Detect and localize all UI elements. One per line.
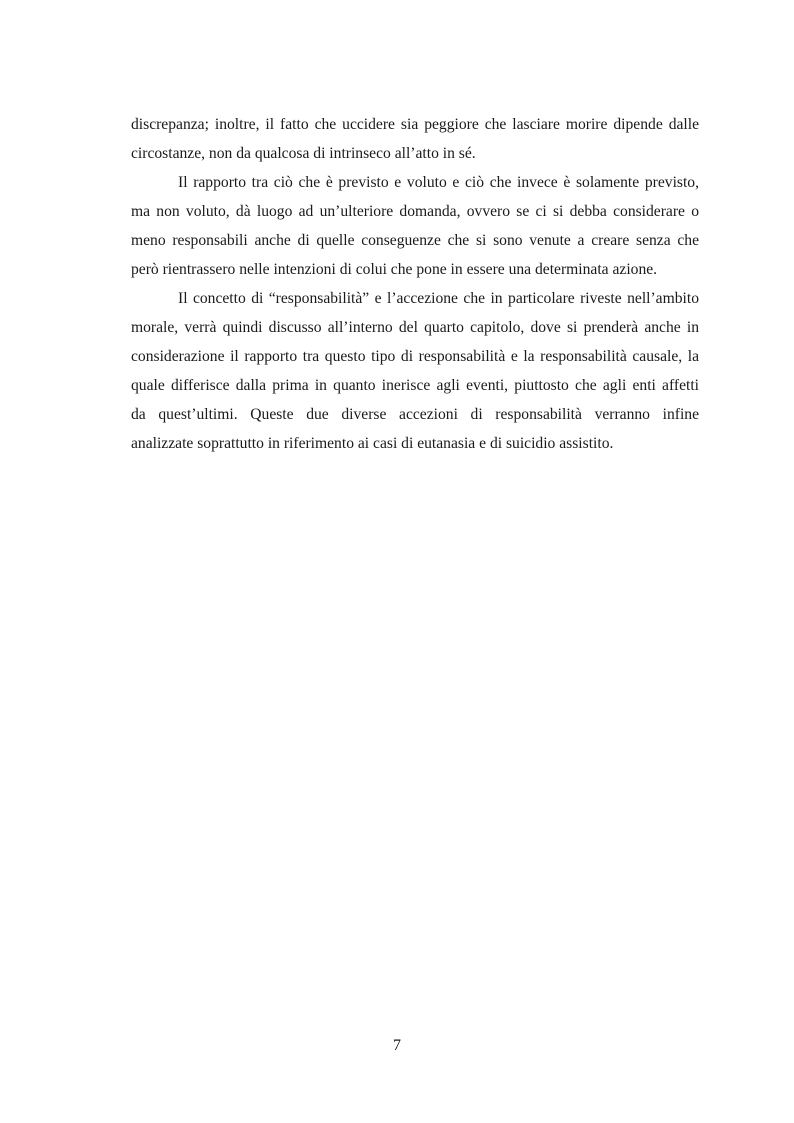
text-line: considerazione il rapporto tra questo tipo di responsabilità e la responsabilità causale, la bbox=[131, 348, 699, 365]
text-line: Il concetto di “responsabilità” e l’accezione che in particolare riveste nell’ambito bbox=[178, 290, 699, 307]
text-line: analizzate soprattutto in riferimento ai casi di eutanasia e di suicidio assistito. bbox=[131, 435, 614, 452]
text-line: però rientrassero nelle intenzioni di colui che pone in essere una determinata azione. bbox=[131, 261, 658, 278]
page-number: 7 bbox=[393, 1037, 401, 1054]
paragraph-3 bbox=[131, 284, 699, 458]
paragraph-2 bbox=[131, 168, 699, 284]
paragraph-1 bbox=[131, 110, 699, 168]
text-line: da quest’ultimi. Queste due diverse accezioni di responsabilità verranno infine bbox=[131, 406, 699, 423]
body-text bbox=[131, 110, 699, 458]
text-line: Il rapporto tra ciò che è previsto e voluto e ciò che invece è solamente previsto, bbox=[178, 174, 699, 191]
text-line: morale, verrà quindi discusso all’interno del quarto capitolo, dove si prenderà anche in bbox=[131, 319, 699, 336]
text-line: meno responsabili anche di quelle conseguenze che si sono venute a creare senza che bbox=[131, 232, 699, 249]
text-line: quale differisce dalla prima in quanto inerisce agli eventi, piuttosto che agli enti affetti bbox=[131, 377, 699, 394]
text-line: ma non voluto, dà luogo ad un’ulteriore domanda, ovvero se ci si debba considerare o bbox=[131, 203, 699, 220]
text-line: discrepanza; inoltre, il fatto che uccidere sia peggiore che lasciare morire dipende dalle bbox=[131, 116, 699, 133]
text-line: circostanze, non da qualcosa di intrinseco all’atto in sé. bbox=[131, 145, 476, 162]
